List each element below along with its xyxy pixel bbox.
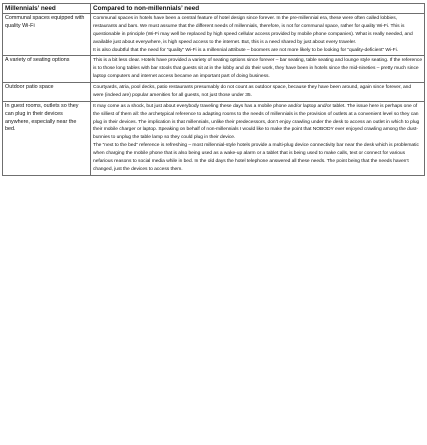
need-cell: Outdoor patio space <box>3 83 91 102</box>
table-row <box>3 83 425 102</box>
comparison-cell <box>91 56 425 83</box>
comparison-paragraph: Communal spaces in hotels have been a central feature of hotel design since forever. In the pre-millennial era, these were often called lobbies, restaurants and bars. We must assume that the different needs of millennials, therefore, is not for communal space, rather for quality Wi-Fi. This is questionable in principle (Wi-Fi may well be replaced by high speed cellular access provided by mobile phone companies). What is really needed, and available just about everywhere, is high speed access to the internet. But, this is a need shared by just about every traveler. <box>93 16 413 45</box>
table-header-row <box>3 4 425 14</box>
header-non-millennials-need: Compared to non-millennials’ need <box>91 4 425 14</box>
comparison-paragraph: The “next to the bed” reference is refreshing – most millennial-style hotels provide a multi-plug device connectivity bar near the desk which is problematic when charging the mobile phone that is also being used as a wake-up alarm or a tablet that is being used to make calls, text or connect for various nefarious reasons to social media while in bed. In the old days the hotel telephone answered all these needs. The point being that the needs haven’t changed, just the devices to access them. <box>93 143 419 172</box>
table-row <box>3 101 425 175</box>
comparison-cell <box>91 83 425 102</box>
header-millennials-need: Millennials’ need <box>3 4 91 14</box>
table-row <box>3 14 425 56</box>
need-cell: In guest rooms, outlets so they can plug in their devices anywhere, especially near the bed. <box>3 101 91 175</box>
comparison-cell <box>91 14 425 56</box>
need-cell: Communal spaces equipped with quality Wi-Fi <box>3 14 91 56</box>
comparison-table <box>2 3 425 176</box>
need-cell: A variety of seating options <box>3 56 91 83</box>
table-row <box>3 56 425 83</box>
comparison-paragraph: Courtyards, atria, pool decks, patio restaurants presumably do not count as outdoor space, because they have been around, again since forever, and were (indeed are) popular amenities for all guests, not just those under 35. <box>93 85 412 98</box>
comparison-paragraph: It is also doubtful that the need for “quality” Wi-Fi is a millennial attribute – boomers are not more likely to be looking for “quality-deficient” Wi-Fi. <box>93 47 398 53</box>
comparison-paragraph: It may come as a shock, but just about everybody traveling these days has a mobile phone and/or laptop and/or tablet. The issue here is perhaps one of the silliest of them all: the archetypical reference to adapting rooms to the needs of millennials is the provision of outlets at a convenient level so they can plug in their devices. The implication is that millennials, unlike their predecessors, don’t enjoy crawling under the desk to access an outlet in which to plug their mobile charger or laptop. Speaking on behalf of non-millennials I would like to make the point that NOBODY ever enjoyed crawling among the dust-bunnies to unplug the table lamp so they could plug in their device. <box>93 103 420 141</box>
comparison-cell <box>91 101 425 175</box>
comparison-paragraph: This is a bit less clear. Hotels have provided a variety of seating options since forever – bar seating, table seating and lounge style seating. If the reference is to those long tables with bar stools that guests sit at in the lobby and do their work, they have been in hotels since the mid-nineties – pretty much since laptop computers and internet access became an important part of doing business. <box>93 58 423 80</box>
